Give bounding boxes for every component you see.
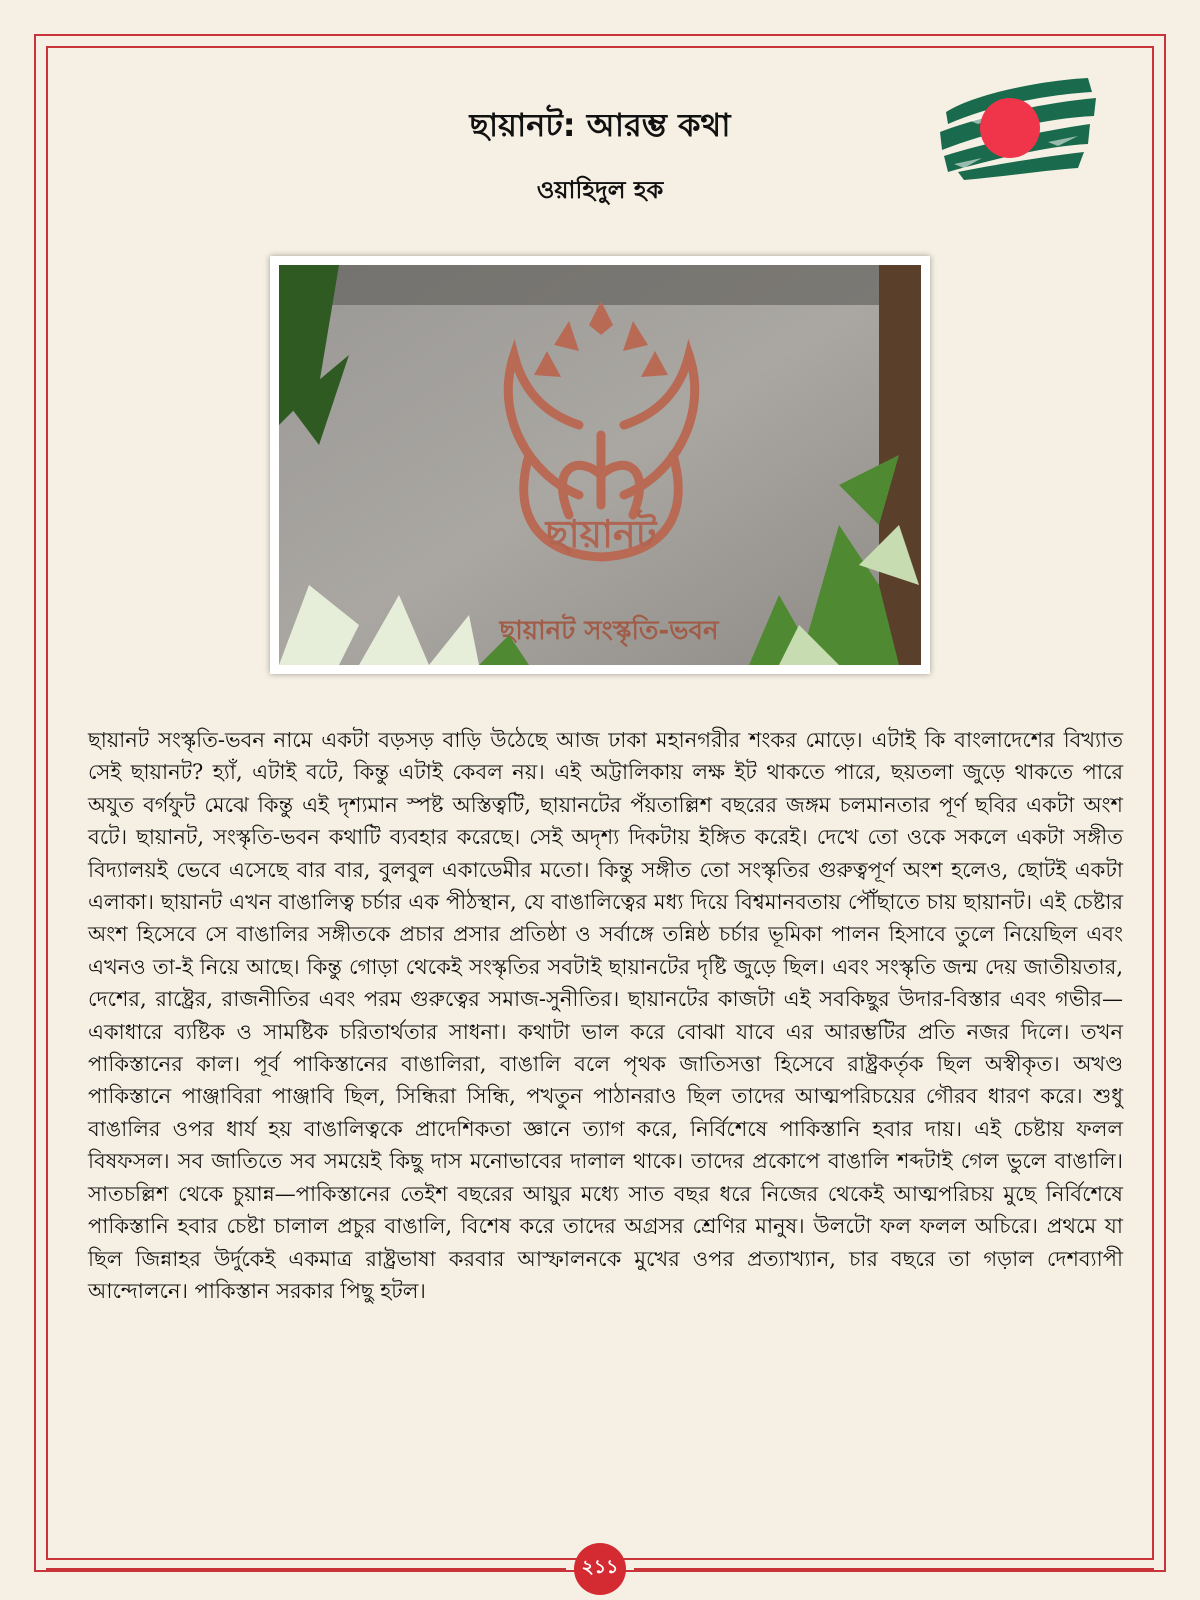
sign-sub-text: ছায়ানট সংস্কৃতি-ভবন: [499, 616, 719, 646]
article-body: ছায়ানট সংস্কৃতি-ভবন নামে একটা বড়সড় বাড়ি উঠেছে আজ ঢাকা মহানগরীর শংকর মোড়ে। এটাই কি বাংলাদেশের বিখ্যাত সেই ছায়ানট? হ্যাঁ, এটাই বটে, কিন্তু এটাই কেবল নয়। এই অট্টালিকায় লক্ষ ইট থাকতে পারে, ছয়তলা জুড়ে থাকতে পারে অযুত বর্গফুট মেঝে কিন্তু এই দৃশ্যমান স্পষ্ট অস্তিত্বটি, ছায়ানটের পঁয়তাল্লিশ বছরের জঙ্গম চলমানতার পূর্ণ ছবির একটা অংশ বটে। ছায়ানট, সংস্কৃতি-ভবন কথাটি ব্যবহার করেছে। সেই অদৃশ্য দিকটায় ইঙ্গিত করেই। দেখে তো ওকে সকলে একটা সঙ্গীত বিদ্যালয়ই ভেবে এসেছে বার বার, বুলবুল একাডেমীর মতো। কিন্তু সঙ্গীত তো সংস্কৃতির গুরুত্বপূর্ণ অংশ হলেও, ছোটই একটা এলাকা। ছায়ানট এখন বাঙালিত্ব চর্চার এক পীঠস্থান, যে বাঙালিত্বের মধ্য দিয়ে বিশ্বমানবতায় পৌঁছাতে চায় ছায়ানট। এই চেষ্টার অংশ হিসেবে সে বাঙালির সঙ্গীতকে প্রচার প্রসার প্রতিষ্ঠা ও সর্বাঙ্গে তন্নিষ্ঠ চর্চার ভূমিকা পালন হিসাবে তুলে নিয়েছিল এবং এখনও তা-ই নিয়ে আছে। কিন্তু গোড়া থেকেই সংস্কৃতির সবটাই ছায়ানটের দৃষ্টি জুড়ে ছিল। এবং সংস্কৃতি জন্ম দেয় জাতীয়তার, দেশের, রাষ্ট্রের, রাজনীতির এবং পরম গুরুত্বের সমাজ-সুনীতির। ছায়ানটের কাজটা এই সবকিছুর উদার-বিস্তার এবং গভীর—একাধারে ব্যষ্টিক ও সামষ্টিক চরিতার্থতার সাধনা। কথাটা ভাল করে বোঝা যাবে এর আরম্ভটির প্রতি নজর দিলে। তখন পাকিস্তানের কাল। পূর্ব পাকিস্তানের বাঙালিরা, বাঙালি বলে পৃথক জাতিসত্তা হিসেবে রাষ্ট্রকর্তৃক ছিল অস্বীকৃত। অখণ্ড পাকিস্তানে পাঞ্জাবিরা পাঞ্জাবি ছিল, সিন্ধিরা সিন্ধি, পখতুন পাঠানরাও ছিল তাদের আত্মপরিচয়ের গৌরব ধারণ করে। শুধু বাঙালির ওপর ধার্য হয় বাঙালিত্বকে প্রাদেশিকতা জ্ঞানে ত্যাগ করে, নির্বিশেষে পাকিস্তানি হবার দায়। এই চেষ্টায় ফলল বিষফসল। সব জাতিতে সব সময়েই কিছু দাস মনোভাবের দালাল থাকে। তাদের প্রকোপে বাঙালি শব্দটাই গেল ভুলে বাঙালি। সাতচল্লিশ থেকে চুয়ান্ন—পাকিস্তানের তেইশ বছরের আয়ুর মধ্যে সাত বছর ধরে নিজের থেকেই আত্মপরিচয় মুছে নির্বিশেষে পাকিস্তানি হবার চেষ্টা চালাল প্রচুর বাঙালি, বিশেষ করে তাদের অগ্রসর শ্রেণির মানুষ। উলটো ফল ফলল অচিরে। প্রথমে যা ছিল জিন্নাহর উর্দুকেই একমাত্র রাষ্ট্রভাষা করবার আস্ফালনকে মুখের ওপর প্রত্যাখ্যান, চার বছরে তা গড়াল দেশব্যাপী আন্দোলনে। পাকিস্তান সরকার পিছু হটল।: [88, 728, 1123, 1303]
footer-rule-right: [634, 1568, 1154, 1570]
page-number-badge: ২১১: [574, 1543, 626, 1595]
footer-rule-left: [46, 1568, 566, 1570]
photo-scene: [279, 265, 921, 665]
article-title: ছায়ানট: আরম্ভ কথা: [469, 106, 731, 144]
sign-main-text: ছায়ানট: [545, 512, 657, 556]
chhayanaut-building-photo: [270, 256, 930, 674]
article-author: ওয়াহিদুল হক: [536, 176, 664, 204]
